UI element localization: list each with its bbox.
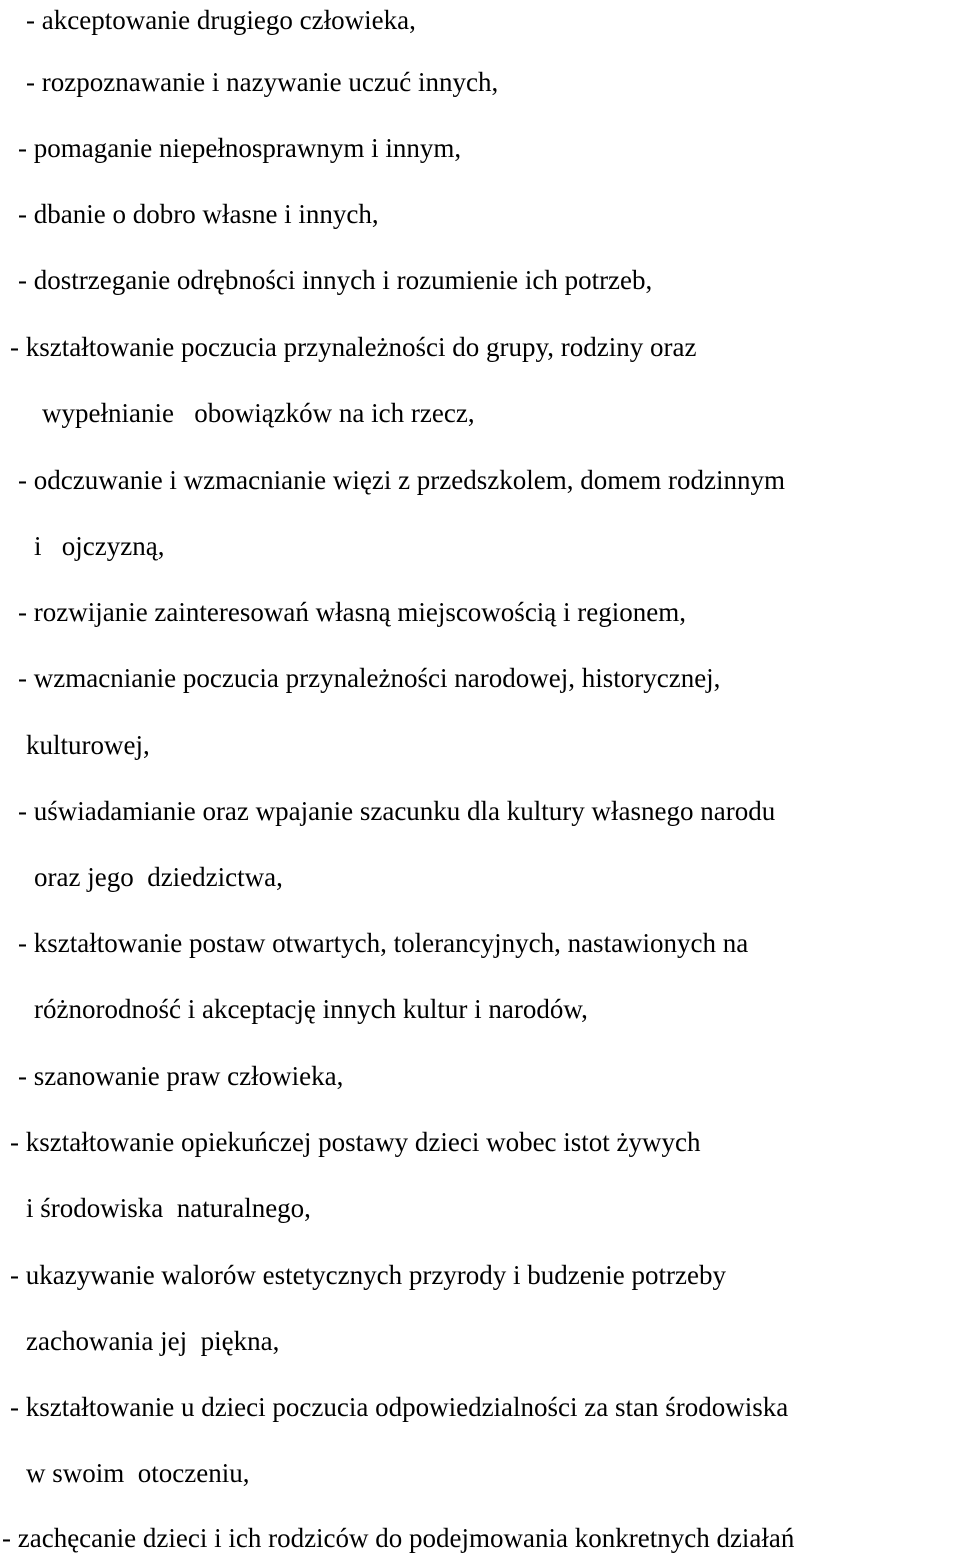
text-line: - szanowanie praw człowieka, [18, 1061, 344, 1091]
text-line: - dostrzeganie odrębności innych i rozumienie ich potrzeb, [18, 265, 653, 295]
text-line: - rozpoznawanie i nazywanie uczuć innych, [26, 67, 499, 97]
text-line: - ukazywanie walorów estetycznych przyrody i budzenie potrzeby [10, 1260, 726, 1290]
text-line: - uświadamianie oraz wpajanie szacunku dla kultury własnego narodu [18, 796, 776, 826]
text-line: - dbanie o dobro własne i innych, [18, 199, 379, 229]
text-line: - zachęcanie dzieci i ich rodziców do podejmowania konkretnych działań [2, 1523, 795, 1553]
text-line: - rozwijanie zainteresowań własną miejscowością i regionem, [18, 597, 686, 627]
text-line: oraz jego dziedzictwa, [34, 862, 283, 892]
text-line: - kształtowanie opiekuńczej postawy dzieci wobec istot żywych [10, 1127, 701, 1157]
text-line: kulturowej, [26, 730, 150, 760]
text-line: i środowiska naturalnego, [26, 1193, 311, 1223]
text-line: - kształtowanie poczucia przynależności do grupy, rodziny oraz [10, 332, 697, 362]
text-line: - kształtowanie u dzieci poczucia odpowiedzialności za stan środowiska [10, 1392, 789, 1422]
text-line: zachowania jej piękna, [26, 1326, 280, 1356]
text-line: i ojczyzną, [34, 531, 165, 561]
text-line: w swoim otoczeniu, [26, 1458, 250, 1488]
text-line: różnorodność i akceptację innych kultur i narodów, [34, 994, 588, 1024]
text-line: - kształtowanie postaw otwartych, tolerancyjnych, nastawionych na [18, 928, 749, 958]
text-line: - pomaganie niepełnosprawnym i innym, [18, 133, 462, 163]
text-line: wypełnianie obowiązków na ich rzecz, [42, 398, 475, 428]
text-line: - odczuwanie i wzmacnianie więzi z przedszkolem, domem rodzinnym [18, 465, 785, 495]
text-line: - wzmacnianie poczucia przynależności narodowej, historycznej, [18, 663, 721, 693]
text-line: - akceptowanie drugiego człowieka, [26, 5, 416, 35]
